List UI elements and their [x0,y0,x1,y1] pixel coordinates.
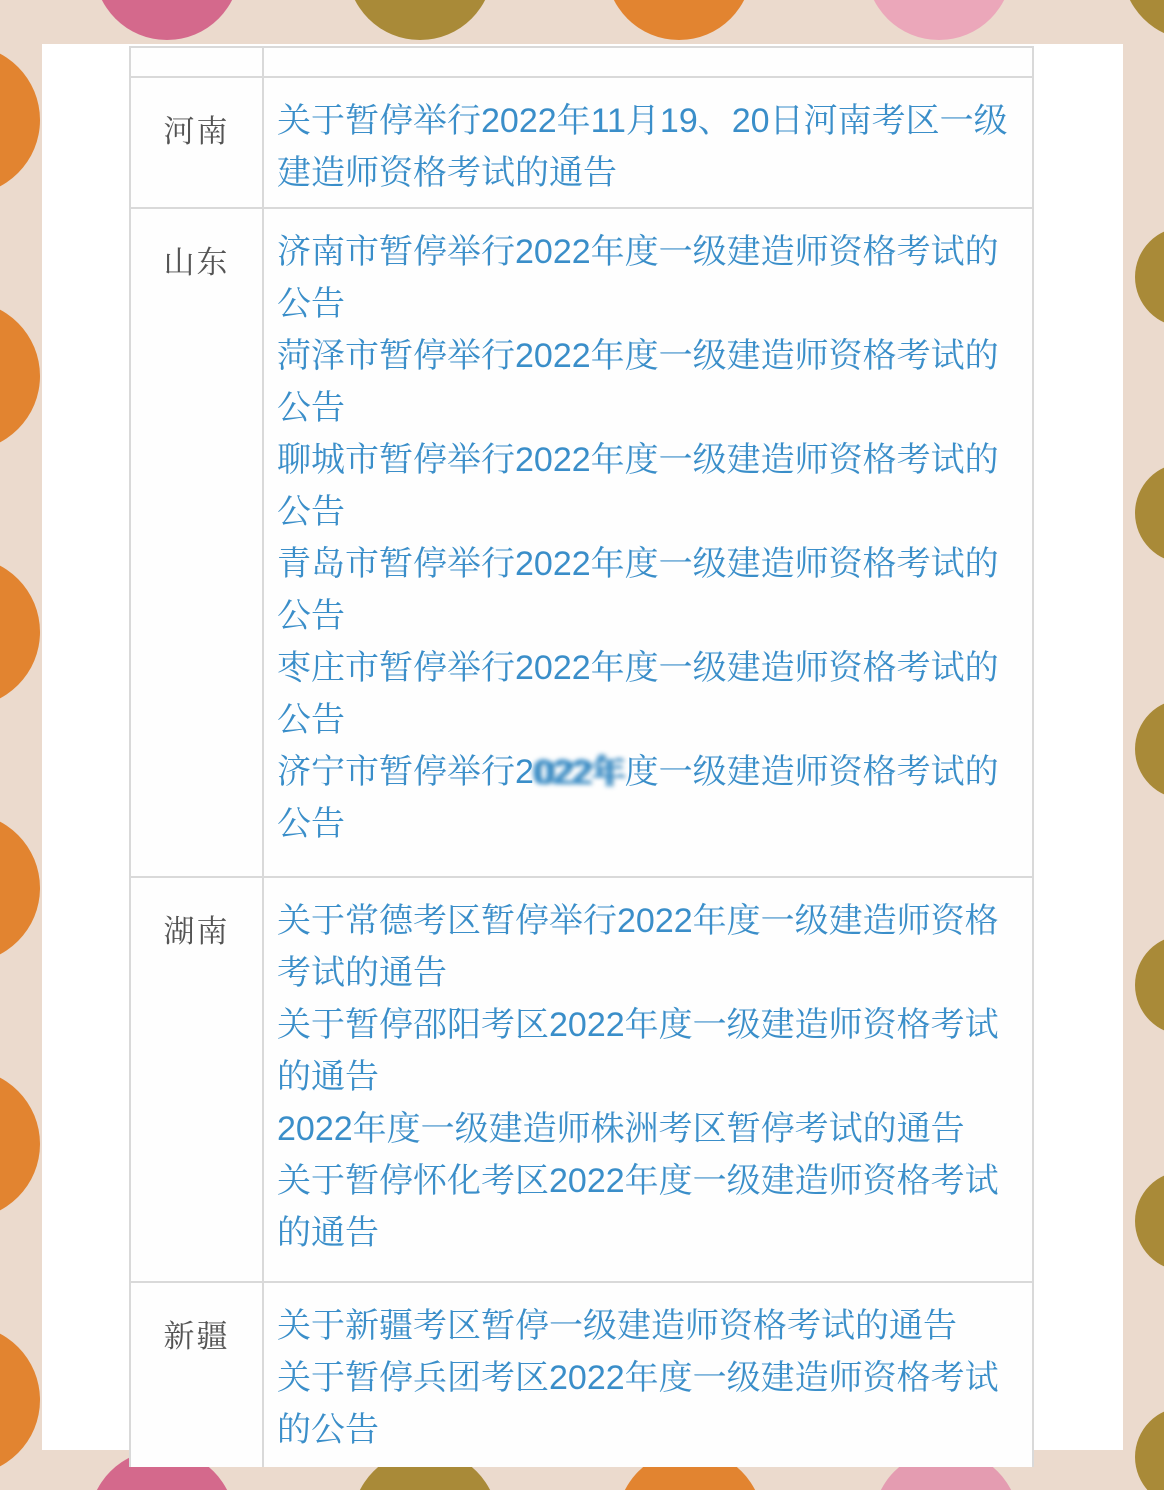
decor-circle [0,45,40,195]
notice-link[interactable]: 关于暂停举行2022年11月19、20日河南考区一级建造师资格考试的通告 [277,102,1008,192]
notice-link[interactable]: 关于新疆考区暂停一级建造师资格考试的通告 [277,1307,957,1345]
notice-links-cell [264,78,1032,207]
notice-link[interactable]: 关于暂停邵阳考区2022年度一级建造师资格考试的通告 [277,1006,999,1096]
province-label: 新疆 [131,1283,264,1467]
decor-circle [0,557,40,707]
notice-link[interactable]: 关于常德考区暂停举行2022年度一级建造师资格考试的通告 [277,902,999,992]
decor-circle [1135,227,1164,327]
notice-links-cell [264,878,1032,1281]
decor-circle [0,301,40,451]
table-row-山东 [131,209,1032,878]
notice-link[interactable]: 聊城市暂停举行2022年度一级建造师资格考试的公告 [277,441,999,531]
notices-table [129,46,1034,1467]
table-row-新疆 [131,1283,1032,1467]
notice-link[interactable]: 关于暂停兵团考区2022年度一级建造师资格考试的公告 [277,1359,999,1449]
decor-circle [1135,699,1164,799]
province-label: 河南 [131,78,264,207]
blurred-watermark-text: 022年 [533,753,625,791]
notice-links-cell [264,209,1032,876]
notice-link[interactable]: 2022年度一级建造师株洲考区暂停考试的通告 [277,1110,965,1148]
decor-circle [94,0,240,40]
decor-circle [866,0,1012,40]
decor-circle [347,0,493,40]
decor-circle [0,1069,40,1219]
decor-circle [1135,1407,1164,1490]
notice-link[interactable] [277,746,1024,850]
table-row-partial [131,48,1032,78]
notice-link-text: 济宁市暂停举行2 [277,753,534,791]
table-row-湖南 [131,878,1032,1283]
decor-circle [1122,0,1164,40]
decor-circle [1135,1171,1164,1271]
notice-links-cell [264,1283,1032,1467]
notice-link-text: 度一级建造师资格考试的公告 [277,753,999,843]
decor-circle [1135,463,1164,563]
notice-link[interactable]: 枣庄市暂停举行2022年度一级建造师资格考试的公告 [277,649,999,739]
notice-link[interactable]: 菏泽市暂停举行2022年度一级建造师资格考试的公告 [277,337,999,427]
notice-links-cell [264,48,1032,76]
notice-link[interactable]: 济南市暂停举行2022年度一级建造师资格考试的公告 [277,233,999,323]
table-row-河南 [131,78,1032,209]
decor-circle [606,0,752,40]
decor-circle [1135,935,1164,1035]
decor-circle [0,1325,40,1475]
province-label [131,48,264,76]
notice-link[interactable]: 青岛市暂停举行2022年度一级建造师资格考试的公告 [277,545,999,635]
notice-link[interactable]: 关于暂停怀化考区2022年度一级建造师资格考试的通告 [277,1162,999,1252]
province-label: 山东 [131,209,264,876]
content-card [42,44,1123,1450]
decor-circle [0,813,40,963]
province-label: 湖南 [131,878,264,1281]
